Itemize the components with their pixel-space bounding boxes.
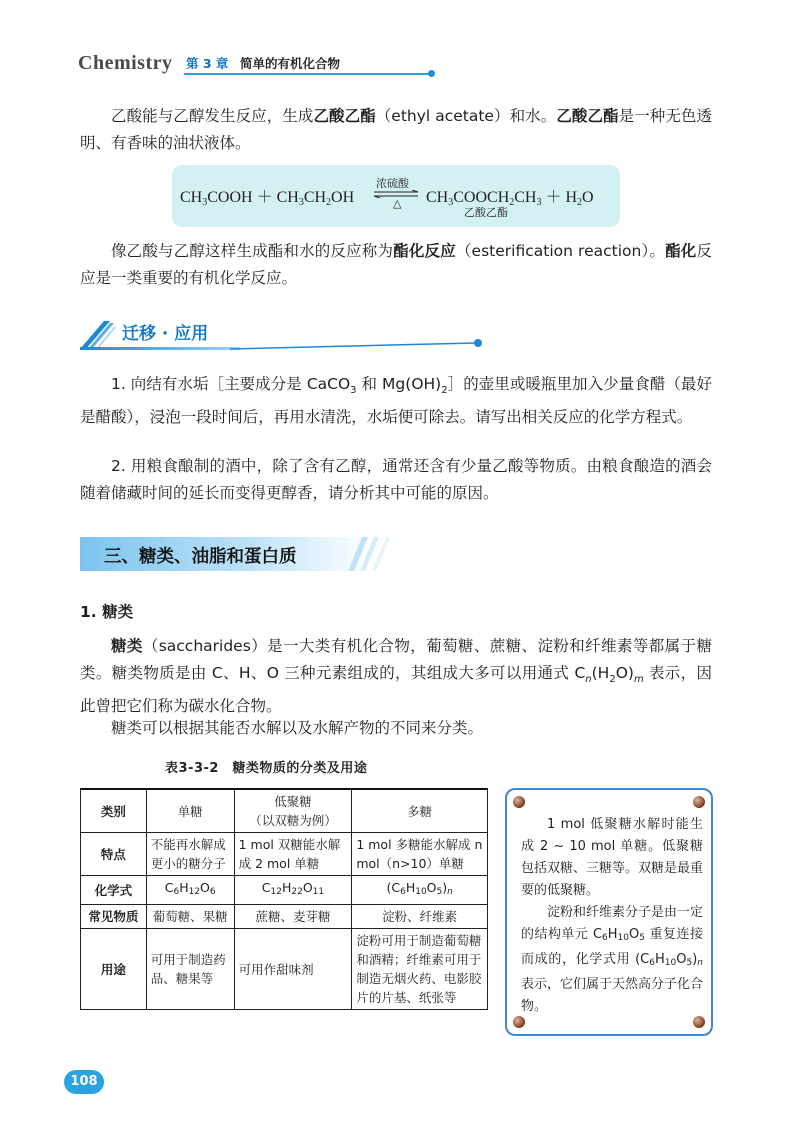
cell-use-poly: 淀粉可用于制造葡萄糖和酒精；纤维素可用于制造无烟火药、电影胶片的片基、纸张等 xyxy=(352,929,488,1010)
product-name: 乙酸乙酯 xyxy=(464,206,508,219)
header-oligosaccharide: 低聚糖 （以双糖为例） xyxy=(234,789,352,833)
cell-use-oligo: 可用作甜味剂 xyxy=(234,929,352,1010)
header-polysaccharide: 多糖 xyxy=(352,789,488,833)
subject-label: Chemistry xyxy=(78,52,173,74)
cell-feature-poly: 1 mol 多糖能水解成 n mol（n>10）单糖 xyxy=(352,833,488,876)
rivet-icon xyxy=(693,796,705,808)
cell-feature-oligo: 1 mol 双糖能水解成 2 mol 单糖 xyxy=(234,833,352,876)
table-row xyxy=(81,833,488,876)
sugar-classification-table xyxy=(80,788,488,1010)
section-three-banner xyxy=(80,537,400,571)
row-label-feature: 特点 xyxy=(81,833,147,876)
cell-formula-poly: $(C_6H_{10}O_5)_n$ xyxy=(352,876,488,905)
section-three-title: 三、糖类、油脂和蛋白质 xyxy=(104,547,297,567)
cell-common-poly: 淀粉、纤维素 xyxy=(352,905,488,929)
cell-common-mono: 葡萄糖、果糖 xyxy=(146,905,234,929)
row-label-use: 用途 xyxy=(81,929,147,1010)
table-row xyxy=(81,876,488,905)
intro-paragraph: 乙酸能与乙醇发生反应，生成乙酸乙酯（ethyl acetate）和水。乙酸乙酯是一种无色透明、有香味的油状液体。 xyxy=(80,107,712,152)
rivet-icon xyxy=(513,796,525,808)
table-header-row xyxy=(81,789,488,833)
cell-formula-oligo: $C_{12}H_{22}O_{11}$ xyxy=(234,876,352,905)
table-caption: 表3-3-2 糖类物质的分类及用途 xyxy=(165,761,368,776)
sugars-paragraph-2: 糖类可以根据其能否水解以及水解产物的不同来分类。 xyxy=(111,719,484,737)
sugars-paragraph-1: 糖类（saccharides）是一大类有机化合物，葡萄糖、蔗糖、淀粉和纤维素等都属于糖类。糖类物质是由 C、H、O 三种元素组成的，其组成大多可以用通式 $C_n(H_2O)_m$ 表示，因此曾把它们称为碳水化合物。 xyxy=(80,637,712,716)
exercise-1: 1. 向结有水垢［主要成分是 CaCO$_3$ 和 $Mg(OH)_2]$的壶里或暖瓶里加入少量食醋（最好是醋酸），浸泡一段时间后，再用水清洗，水垢便可除去。请写出相关反应的化学方程式。 xyxy=(80,375,712,427)
side-note-text xyxy=(521,814,703,1018)
header-category: 类别 xyxy=(81,789,147,833)
sugars-heading: 1. 糖类 xyxy=(80,603,134,621)
side-note-p1: 1 mol 低聚糖水解时能生成 2 ~ 10 mol 单糖。低聚糖包括双糖、三糖等。双糖是最重要的低聚糖。 xyxy=(521,817,704,898)
row-label-common: 常见物质 xyxy=(81,905,147,929)
apply-section-banner xyxy=(80,315,490,351)
side-note-box xyxy=(505,788,713,1036)
apply-section-title: 迁移 · 应用 xyxy=(122,324,209,344)
cell-formula-mono: $C_6H_{12}O_6$ xyxy=(146,876,234,905)
heat-symbol: △ xyxy=(393,197,402,210)
cell-feature-mono: 不能再水解成更小的糖分子 xyxy=(146,833,234,876)
exercise-2: 2. 用粮食酿制的酒中，除了含有乙醇，通常还含有少量乙酸等物质。由粮食酿造的酒会随着储藏时间的延长而变得更醇香，请分析其中可能的原因。 xyxy=(80,457,712,502)
page-number: 108 xyxy=(64,1070,104,1094)
table-row xyxy=(81,929,488,1010)
header-rule xyxy=(184,73,432,75)
reactants: $CH_3COOH + CH_3CH_2OH$ xyxy=(180,189,355,208)
chapter-title: 简单的有机化合物 xyxy=(240,56,341,71)
header-dot xyxy=(428,70,435,77)
table-row xyxy=(81,905,488,929)
row-label-formula: 化学式 xyxy=(81,876,147,905)
running-header xyxy=(78,50,378,80)
reaction-condition: 浓硫酸 xyxy=(376,177,409,190)
esterification-paragraph: 像乙酸与乙醇这样生成酯和水的反应称为酯化反应（esterification reaction）。酯化反应是一类重要的有机化学反应。 xyxy=(80,242,712,287)
chapter-number: 第 3 章 xyxy=(186,56,229,71)
cell-use-mono: 可用于制造药品、糖果等 xyxy=(146,929,234,1010)
side-note-p2: 淀粉和纤维素分子是由一定的结构单元 $C_6H_{10}O_5$ 重复连接而成的，化学式用 $(C_6H_{10}O_5)_n$ 表示，它们属于天然高分子化合物。 xyxy=(521,905,704,1014)
cell-common-oligo: 蔗糖、麦芽糖 xyxy=(234,905,352,929)
products: $CH_3COOCH_2CH_3 + H_2O$ xyxy=(426,189,594,208)
header-monosaccharide: 单糖 xyxy=(146,789,234,833)
equation-box xyxy=(172,165,620,227)
